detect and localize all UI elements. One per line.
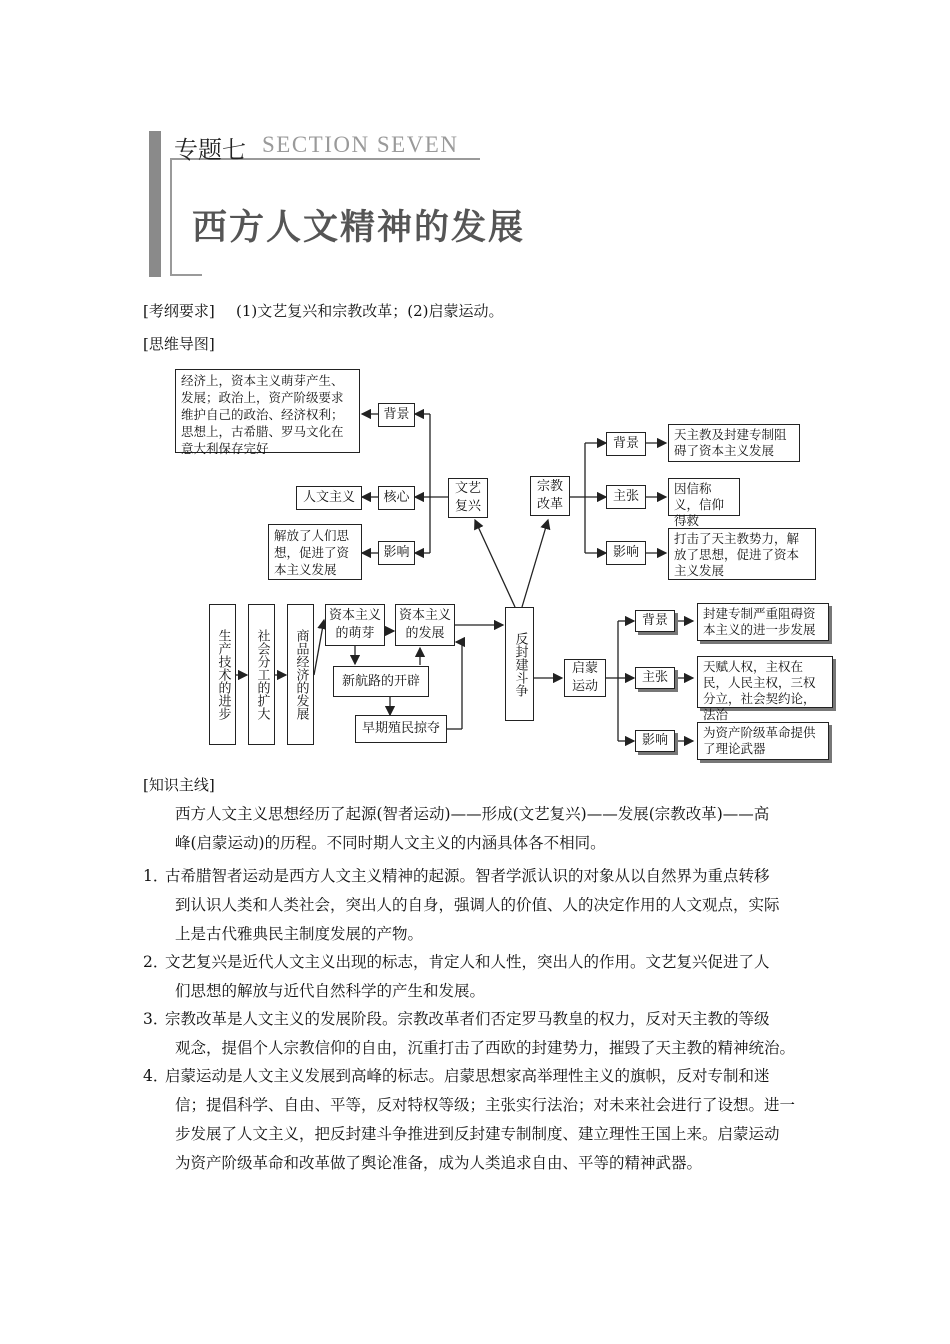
knowledge-intro-line-1: 西方人文主义思想经历了起源(智者运动)——形成(文艺复兴)——发展(宗教改革)——高 <box>175 805 770 823</box>
new-route-node: 新航路的开辟 <box>333 666 429 697</box>
ren-core-node: 核心 <box>378 486 415 510</box>
ren-core-detail: 人文主义 <box>296 486 362 510</box>
capitalism-development-node: 资本主义的发展 <box>395 604 455 646</box>
item-3-number: 3． <box>143 1010 169 1028</box>
item-4-line-1: 启蒙运动是人文主义发展到高峰的标志。启蒙思想家高举理性主义的旗帜，反对专制和迷 <box>165 1067 770 1085</box>
ren-background-node: 背景 <box>378 403 415 427</box>
item-4-line-4: 为资产阶级革命和改革做了舆论准备，成为人类追求自由、平等的精神武器。 <box>175 1154 703 1172</box>
ren-impact-node: 影响 <box>378 541 415 565</box>
enlightenment-node: 启蒙 运动 <box>564 659 606 697</box>
ren-background-detail: 经济上，资本主义萌芽产生、发展；政治上，资产阶级要求维护自己的政治、经济权利；思想上，古希腊、罗马文化在意大利保存完好 <box>175 369 360 453</box>
ref-background-detail: 天主教及封建专制阻碍了资本主义发展 <box>668 424 800 462</box>
enl-claim-detail: 天赋人权，主权在民，人民主权，三权分立，社会契约论，法治 <box>697 656 833 708</box>
page-title: 西方人文精神的发展 <box>192 208 526 248</box>
item-3-line-1: 宗教改革是人文主义的发展阶段。宗教改革者们否定罗马教皇的权力，反对天主教的等级 <box>165 1010 770 1028</box>
item-1-number: 1． <box>143 867 169 885</box>
knowledge-label: [知识主线] <box>143 776 215 794</box>
production-tech-node: 生产技术的进步 <box>209 604 236 745</box>
ref-background-node: 背景 <box>606 432 646 456</box>
exam-req-label: [考纲要求] <box>143 302 215 320</box>
knowledge-intro-line-2: 峰(启蒙运动)的历程。不同时期人文主义的内涵具体各不相同。 <box>175 834 606 852</box>
item-1-line-2: 到认识人类和人类社会，突出人的自身，强调人的价值、人的决定作用的人文观点，实际 <box>175 896 780 914</box>
enl-claim-node: 主张 <box>635 667 675 689</box>
item-1-line-1: 古希腊智者运动是西方人文主义精神的起源。智者学派认识的对象从以自然界为重点转移 <box>165 867 770 885</box>
item-4-line-2: 信；提倡科学、自由、平等，反对特权等级；主张实行法治；对未来社会进行了设想。进一 <box>175 1096 796 1114</box>
ref-impact-detail: 打击了天主教势力，解放了思想，促进了资本主义发展 <box>668 528 816 580</box>
ref-claim-detail: 因信称义，信仰得救 <box>668 478 740 516</box>
enl-impact-detail: 为资产阶级革命提供了理论武器 <box>697 722 829 760</box>
item-1-line-3: 上是古代雅典民主制度发展的产物。 <box>175 925 424 943</box>
enl-impact-node: 影响 <box>635 730 675 752</box>
anti-feudal-node: 反封建斗争 <box>505 607 534 721</box>
item-2-line-1: 文艺复兴是近代人文主义出现的标志，肯定人和人性，突出人的作用。文艺复兴促进了人 <box>165 953 770 971</box>
commodity-economy-node: 商品经济的发展 <box>287 604 314 745</box>
labor-division-node: 社会分工的扩大 <box>248 604 275 745</box>
exam-req-text: (1)文艺复兴和宗教改革；(2)启蒙运动。 <box>236 302 504 320</box>
renaissance-node: 文艺 复兴 <box>448 478 488 518</box>
ref-claim-node: 主张 <box>606 485 646 509</box>
item-3-line-2: 观念，提倡个人宗教信仰的自由，沉重打击了西欧的封建势力，摧毁了天主教的精神统治。 <box>175 1039 796 1057</box>
item-2-line-2: 们思想的解放与近代自然科学的产生和发展。 <box>175 982 486 1000</box>
colonial-plunder-node: 早期殖民掠夺 <box>355 715 447 743</box>
mindmap-label: [思维导图] <box>143 335 215 353</box>
item-4-line-3: 步发展了人文主义，把反封建斗争推进到反封建专制制度、建立理性王国上来。启蒙运动 <box>175 1125 780 1143</box>
ren-impact-detail: 解放了人们思想，促进了资本主义发展 <box>268 524 362 580</box>
enl-background-detail: 封建专制严重阻碍资本主义的进一步发展 <box>697 603 829 641</box>
enl-background-node: 背景 <box>635 610 675 632</box>
topic-number: 专题七 <box>174 136 246 164</box>
item-4-number: 4． <box>143 1067 169 1085</box>
item-2-number: 2． <box>143 953 169 971</box>
reformation-node: 宗教 改革 <box>530 476 570 516</box>
section-english: SECTION SEVEN <box>262 132 459 157</box>
capitalism-sprout-node: 资本主义的萌芽 <box>325 604 385 646</box>
ref-impact-node: 影响 <box>606 541 646 565</box>
